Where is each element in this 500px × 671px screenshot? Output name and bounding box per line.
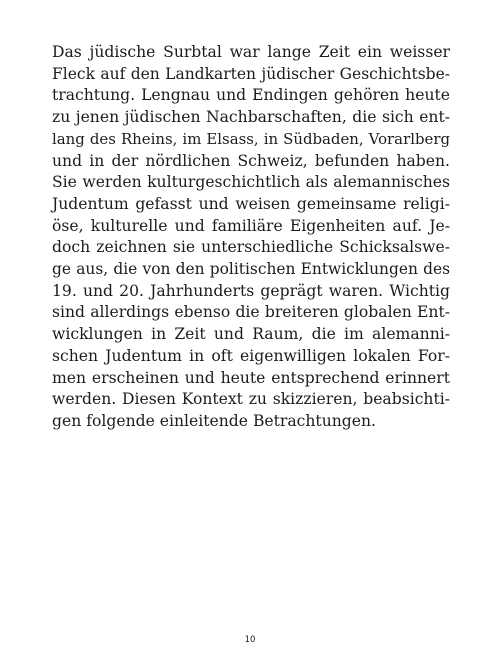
text-line: gen folgende einleitende Betrachtungen. — [52, 411, 376, 430]
text-line: öse, kulturelle und familiäre Eigenheiten auf. Je- — [52, 216, 450, 235]
text-line: werden. Diesen Kontext zu skizzieren, beabsichti- — [52, 390, 450, 409]
text-line: men erscheinen und heute entsprechend erinnert — [52, 368, 450, 387]
text-line: zu jenen jüdischen Nachbarschaften, die sich ent- — [52, 108, 450, 127]
text-line: 19. und 20. Jahrhunderts geprägt waren. Wichtig — [52, 281, 450, 300]
text-line: lang des Rheins, im Elsass, in Südbaden, Vorarlberg — [52, 129, 450, 148]
body-paragraph — [52, 42, 450, 433]
text-line: Fleck auf den Landkarten jüdischer Geschichtsbe- — [52, 64, 450, 83]
text-line: Sie werden kulturgeschichtlich als alemannisches — [52, 173, 450, 192]
text-line: sind allerdings ebenso die breiteren globalen Ent- — [52, 303, 450, 322]
text-line: Judentum gefasst und weisen gemeinsame religi- — [52, 194, 450, 213]
text-line: und in der nördlichen Schweiz, befunden haben. — [52, 151, 450, 170]
text-line: schen Judentum in oft eigenwilligen lokalen For- — [52, 346, 450, 365]
text-line: wicklungen in Zeit und Raum, die im alemanni- — [52, 325, 450, 344]
text-line: Das jüdische Surbtal war lange Zeit ein weisser — [52, 43, 450, 61]
text-line: ge aus, die von den politischen Entwicklungen des — [52, 260, 450, 279]
text-line: trachtung. Lengnau und Endingen gehören heute — [52, 86, 450, 105]
text-line: doch zeichnen sie unterschiedliche Schicksalswe- — [52, 238, 450, 257]
page-number: 10 — [244, 635, 256, 645]
